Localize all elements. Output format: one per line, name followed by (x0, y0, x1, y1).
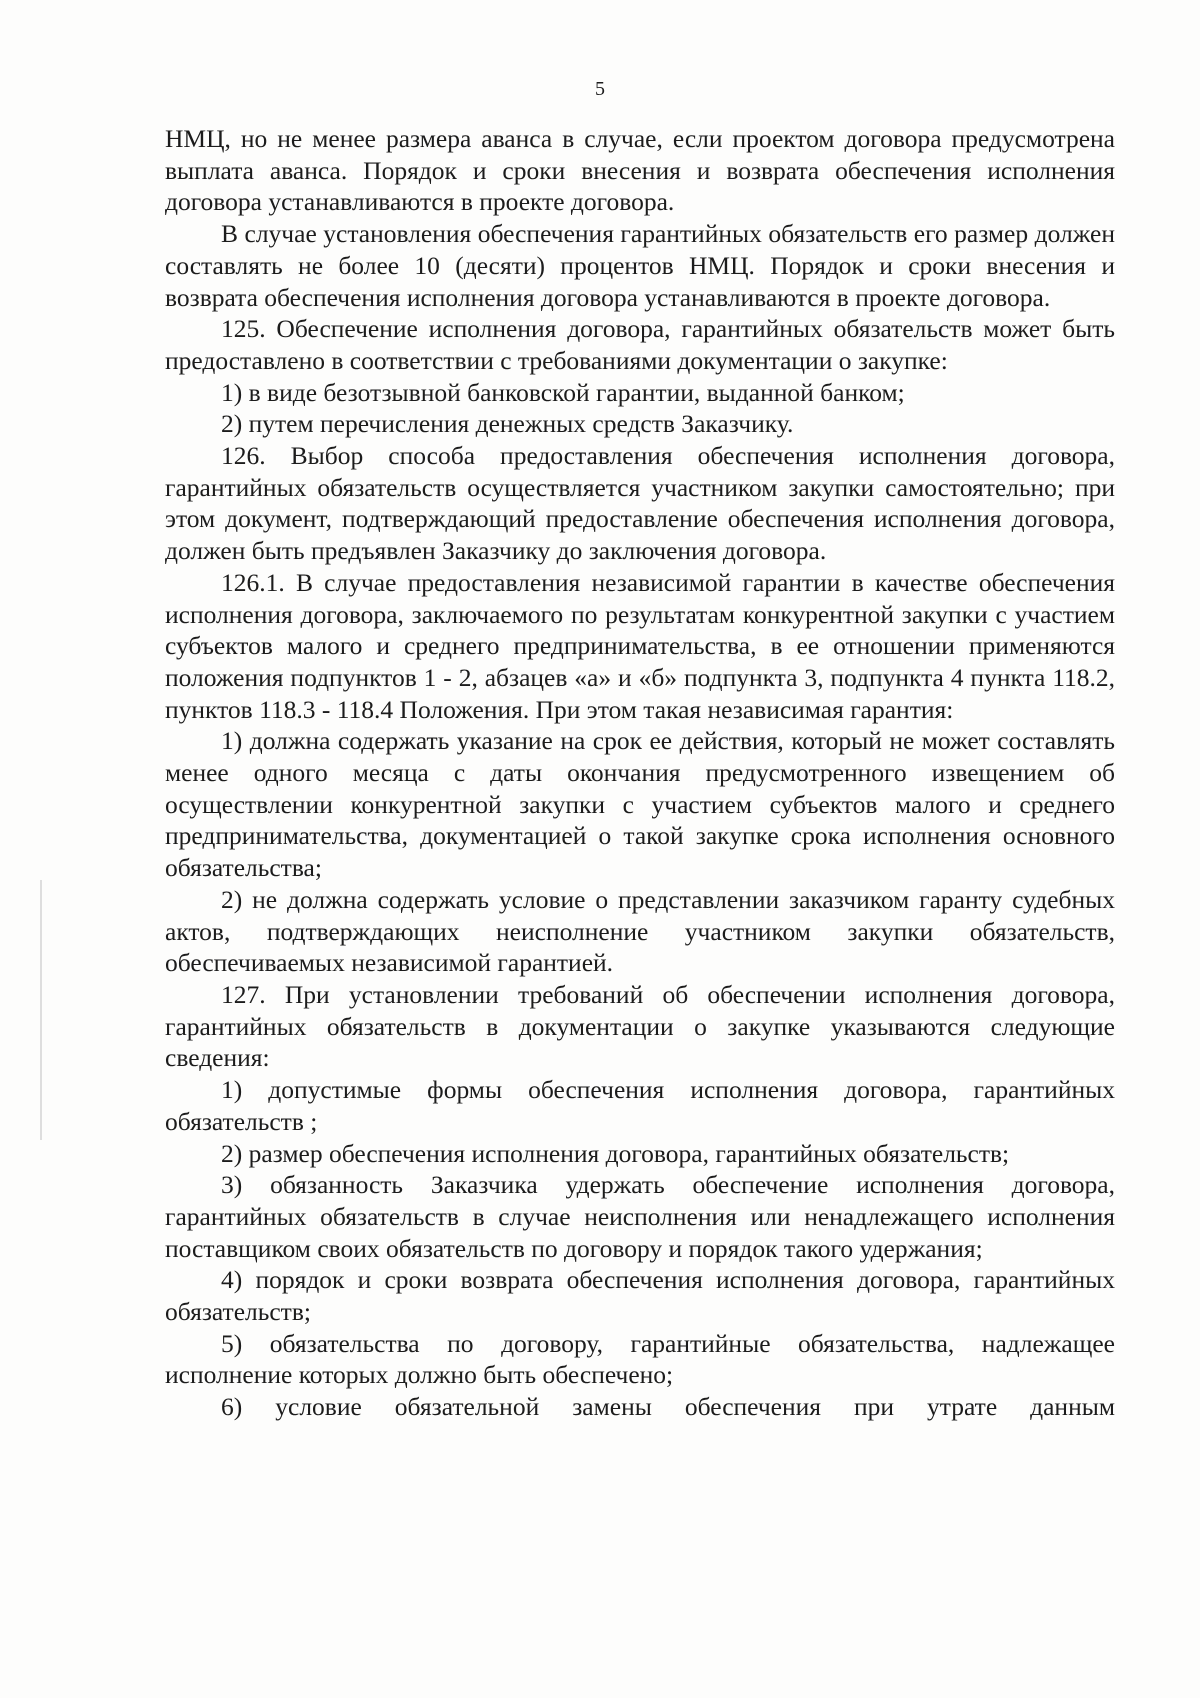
clause-126-1: 126.1. В случае предоставления независимой гарантии в качестве обеспечения исполнения договора, заключаемого по результатам конкурентной закупки с участием субъектов малого и среднего предпринимательства, в ее отношении применяются положения подпунктов 1 - 2, абзацев «а» и «б» подпункта 3, подпункта 4 пункта 118.2, пунктов 118.3 - 118.4 Положения. При этом такая независимая гарантия: (165, 567, 1115, 724)
clause-125: 125. Обеспечение исполнения договора, гарантийных обязательств может быть предоставлено в соответствии с требованиями документации о закупке: (165, 314, 1115, 375)
clause-127-item-6: 6) условие обязательной замены обеспечения при утрате данным (221, 1392, 1115, 1422)
clause-127-item-5: 5) обязательства по договору, гарантийные обязательства, надлежащее исполнение которых должно быть обеспечено; (165, 1328, 1115, 1390)
page-number: 5 (595, 78, 605, 100)
clause-127-item-4: 4) порядок и сроки возврата обеспечения исполнения договора, гарантийных обязательств; (165, 1265, 1115, 1327)
paragraph-2: В случае установления обеспечения гарантийных обязательств его размер должен составлять не более 10 (десяти) процентов НМЦ. Порядок и сроки внесения и возврата обеспечения исполнения договора устанавливаются в проекте договора. (165, 219, 1115, 312)
document-body (165, 123, 1115, 1423)
paragraph-1: НМЦ, но не менее размера аванса в случае, если проектом договора предусмотрена выплата аванса. Порядок и сроки внесения и возврата обеспечения исполнения договора устанавливаются в проекте договора. (165, 124, 1115, 217)
clause-127-item-2: 2) размер обеспечения исполнения договора, гарантийных обязательств; (221, 1138, 1010, 1168)
clause-126-1-item-1: 1) должна содержать указание на срок ее действия, который не может составлять менее одного месяца с даты окончания предусмотренного извещением об осуществлении конкурентной закупки с участием субъектов малого и среднего предпринимательства, документацией о такой закупке срока исполнения основного обязательства; (165, 726, 1115, 883)
clause-127-item-1: 1) допустимые формы обеспечения исполнения договора, гарантийных обязательств ; (165, 1075, 1115, 1136)
clause-127: 127. При установлении требований об обеспечении исполнения договора, гарантийных обязательств в документации о закупке указываются следующие сведения: (165, 979, 1115, 1073)
clause-125-item-1: 1) в виде безотзывной банковской гарантии, выданной банком; (221, 377, 905, 407)
clause-127-item-3: 3) обязанность Заказчика удержать обеспечение исполнения договора, гарантийных обязательств в случае неисполнения или ненадлежащего исполнения поставщиком своих обязательств по договору и порядок такого удержания; (165, 1170, 1115, 1263)
clause-125-item-2: 2) путем перечисления денежных средств Заказчику. (221, 409, 794, 439)
clause-126-1-item-2: 2) не должна содержать условие о представлении заказчиком гаранту судебных актов, подтверждающих неисполнение участником закупки обязательств, обеспечиваемых независимой гарантией. (165, 884, 1115, 978)
clause-126: 126. Выбор способа предоставления обеспечения исполнения договора, гарантийных обязательств осуществляется участником закупки самостоятельно; при этом документ, подтверждающий предоставление обеспечения исполнения договора, должен быть предъявлен Заказчику до заключения договора. (165, 441, 1115, 566)
scan-artifact-line (40, 880, 42, 1140)
